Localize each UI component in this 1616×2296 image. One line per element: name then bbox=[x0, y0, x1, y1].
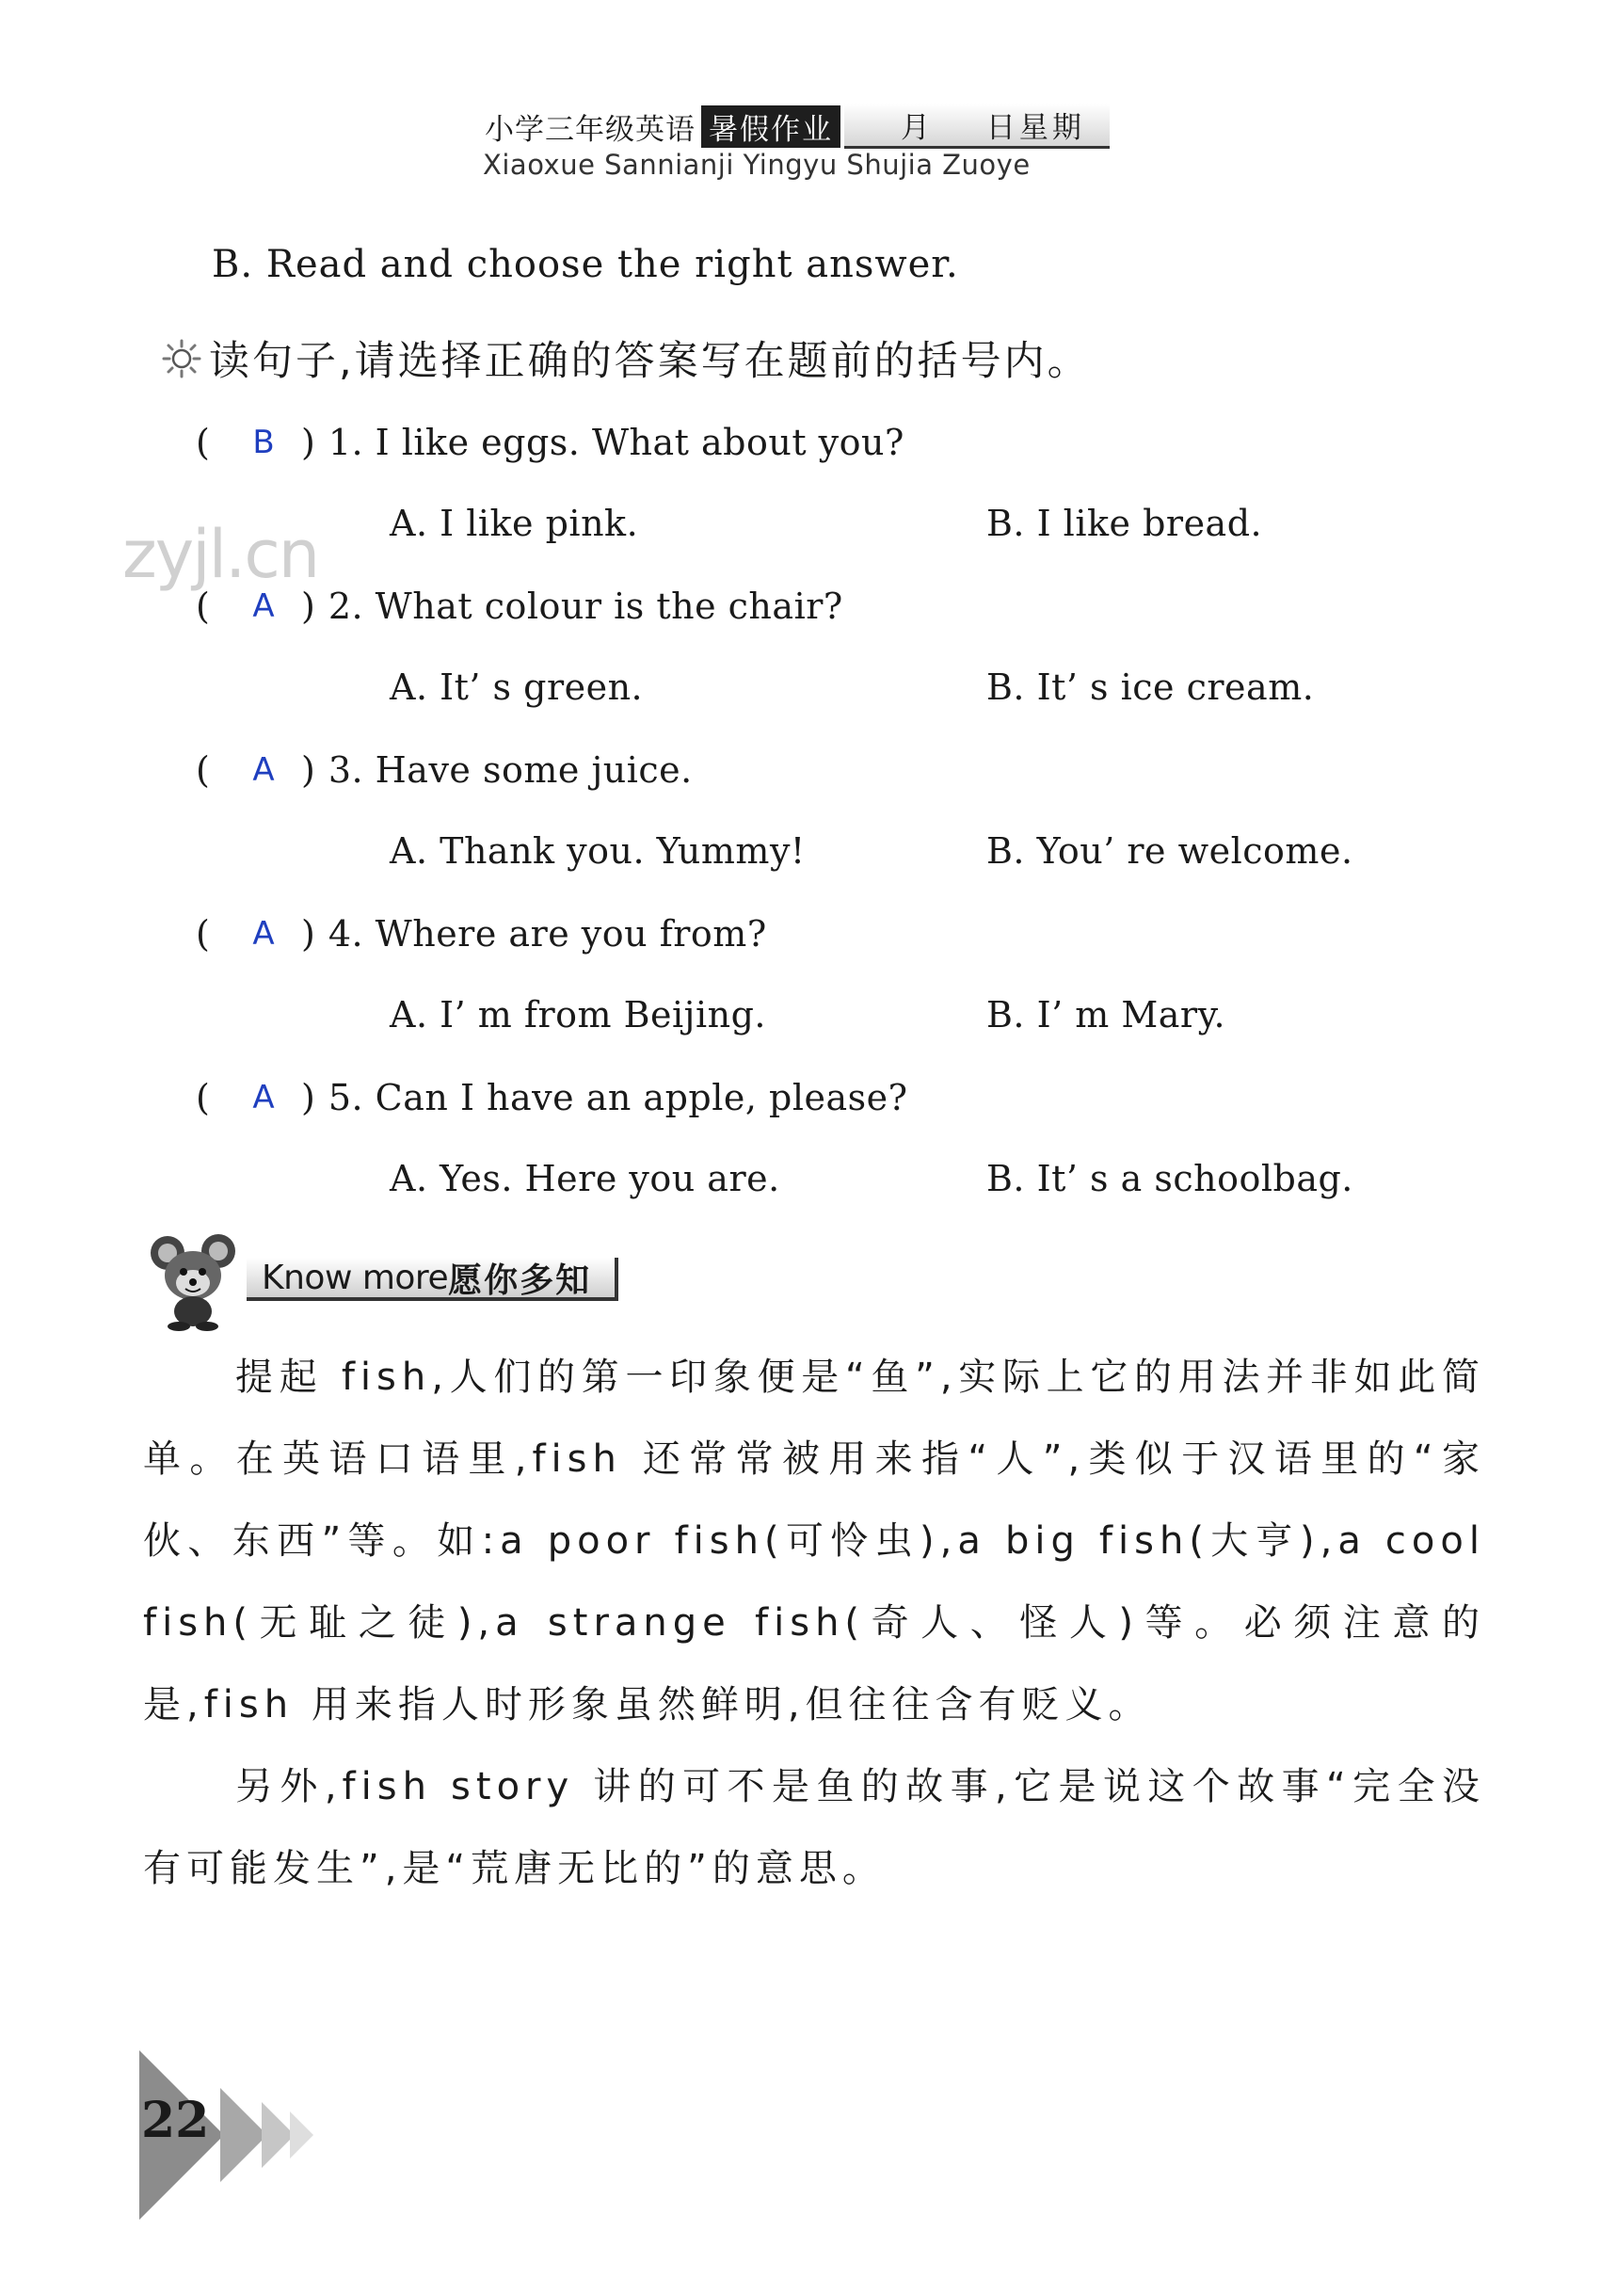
question-5: ( A ) 5. Can I have an apple, please? bbox=[196, 1077, 908, 1118]
question-2: ( A ) 2. What colour is the chair? bbox=[196, 586, 843, 627]
option-a: A. I like pink. bbox=[390, 503, 639, 544]
header-date-field bbox=[844, 104, 1110, 149]
question-text: 1. I like eggs. What about you? bbox=[328, 422, 904, 463]
option-b: B. I’ m Mary. bbox=[986, 994, 1226, 1036]
question-text: 4. Where are you from? bbox=[328, 913, 767, 955]
watermark: zyjl.cn bbox=[122, 516, 319, 593]
option-a: A. Yes. Here you are. bbox=[390, 1158, 780, 1199]
instruction-text: 读句子,请选择正确的答案写在题前的括号内。 bbox=[209, 338, 1091, 385]
option-a: A. Thank you. Yummy! bbox=[390, 830, 806, 872]
know-more-label-cn: 愿你多知 bbox=[448, 1260, 592, 1300]
header-day-week: 日星期 bbox=[985, 111, 1085, 145]
question-text: 5. Can I have an apple, please? bbox=[328, 1077, 908, 1118]
answer-blank[interactable]: A bbox=[252, 587, 275, 625]
paragraph-2: 另外,fish story 讲的可不是鱼的故事,它是说这个故事“完全没有可能发生”,是“荒唐无比的”的意思。 bbox=[143, 1765, 1485, 1890]
paragraph-1: 提起 fish,人们的第一印象便是“鱼”,实际上它的用法并非如此简单。在英语口语里,fish 还常常被用来指“人”,类似于汉语里的“家伙、东西”等。如:a poor fish(可怜虫),a big fish(大亨),a cool fish(无耻之徒),a strange fish(奇人、怪人)等。必须注意的是,fish 用来指人时形象虽然鲜明,但往往含有贬义。 bbox=[143, 1356, 1485, 1726]
page-number: 22 bbox=[141, 2092, 210, 2149]
option-a: A. I’ m from Beijing. bbox=[390, 994, 766, 1036]
question-1: ( B ) 1. I like eggs. What about you? bbox=[196, 422, 904, 463]
answer-blank[interactable]: A bbox=[252, 751, 275, 789]
instruction bbox=[162, 329, 1091, 387]
option-b: B. It’ s ice cream. bbox=[986, 666, 1315, 708]
header-month: 月 bbox=[901, 111, 934, 145]
header-title-box: 暑假作业 bbox=[701, 105, 840, 148]
option-b: B. You’ re welcome. bbox=[986, 830, 1353, 872]
header-pinyin: Xiaoxue Sannianji Yingyu Shujia Zuoye bbox=[483, 149, 1031, 181]
answer-blank[interactable]: A bbox=[252, 915, 275, 953]
know-more-text bbox=[143, 1337, 1485, 1910]
question-3: ( A ) 3. Have some juice. bbox=[196, 749, 693, 791]
know-more-label-en: Know more bbox=[262, 1258, 449, 1297]
answer-blank[interactable]: B bbox=[252, 424, 275, 461]
header-title: 小学三年级英语 bbox=[485, 112, 696, 147]
option-b: B. It’ s a schoolbag. bbox=[986, 1158, 1353, 1199]
question-text: 2. What colour is the chair? bbox=[328, 586, 843, 627]
sun-icon bbox=[162, 339, 201, 378]
option-a: A. It’ s green. bbox=[390, 666, 644, 708]
question-4: ( A ) 4. Where are you from? bbox=[196, 913, 767, 955]
know-more-banner bbox=[247, 1258, 618, 1301]
question-text: 3. Have some juice. bbox=[328, 749, 693, 791]
option-b: B. I like bread. bbox=[986, 503, 1263, 544]
page-header bbox=[485, 104, 1110, 149]
section-title: B. Read and choose the right answer. bbox=[212, 243, 959, 286]
answer-blank[interactable]: A bbox=[252, 1079, 275, 1116]
mouse-mascot-icon bbox=[141, 1228, 245, 1332]
